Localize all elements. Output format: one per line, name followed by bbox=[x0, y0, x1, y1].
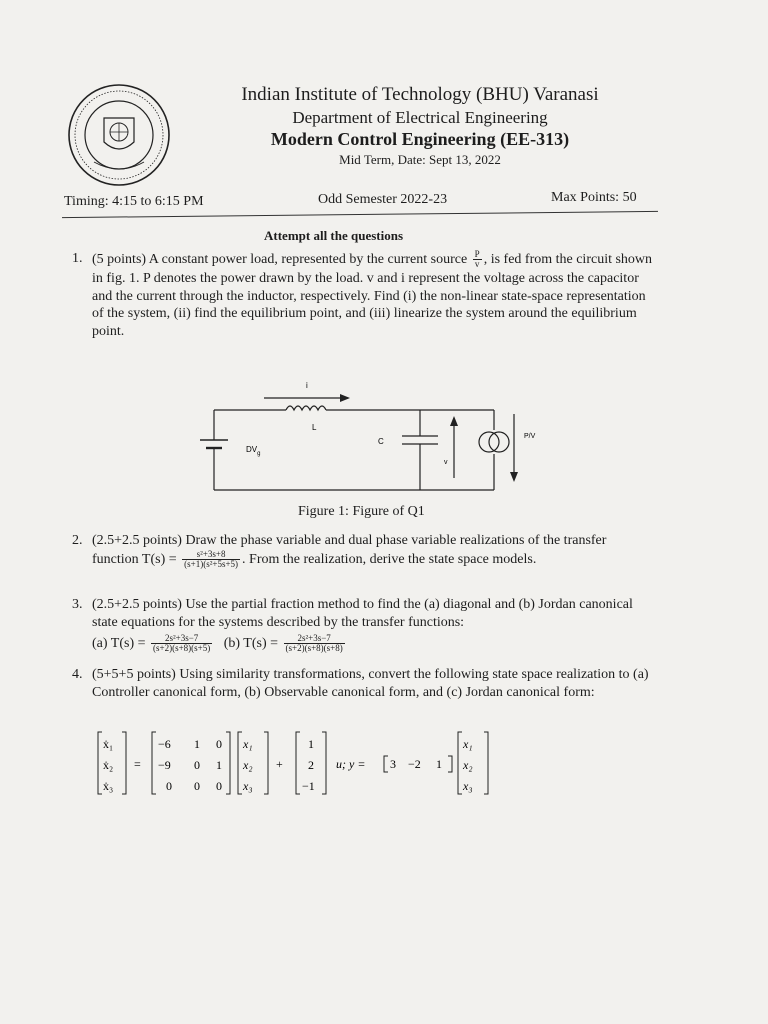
fraction-denominator: (s+2)(s+8)(s+8) bbox=[285, 642, 343, 653]
xdot-2: ẋ₂ bbox=[103, 758, 114, 772]
fraction-numerator: s²+3s+8 bbox=[182, 550, 240, 560]
xdot-3: ẋ₃ bbox=[103, 779, 114, 793]
question-number: 2. bbox=[72, 533, 83, 548]
question-text: (5+5+5 points) Using similarity transformations, convert the following state space realization to (a) Controller canonical form, (b) Observable canonical form, and (c) Jordan canonical form: bbox=[92, 667, 649, 700]
a-11: −6 bbox=[158, 737, 171, 751]
c-2: −2 bbox=[408, 757, 421, 771]
instruction-text: Attempt all the questions bbox=[264, 228, 404, 243]
load-label: P/V bbox=[524, 433, 536, 440]
fraction-denominator: (s+1)(s²+5s+5) bbox=[184, 559, 239, 570]
x-2: x₂ bbox=[243, 758, 253, 772]
question-text: (2.5+2.5 points) Use the partial fraction method to find the (a) diagonal and (b) Jordan canonical state equations for the systems described by the transfer functions: bbox=[92, 597, 633, 630]
question-2 bbox=[72, 532, 656, 570]
question-text: (5 points) A constant power load, represented by the current source bbox=[92, 252, 468, 268]
part-b-fraction bbox=[284, 634, 345, 654]
fraction-numerator: P bbox=[474, 249, 480, 259]
question-3 bbox=[72, 596, 656, 653]
fraction-denominator: v bbox=[474, 259, 480, 270]
question-number: 4. bbox=[72, 667, 83, 682]
state-space-equation bbox=[96, 728, 566, 798]
institute-seal-logo bbox=[64, 80, 174, 190]
a-23: 1 bbox=[216, 758, 222, 772]
y-x-3: x₃ bbox=[463, 779, 473, 793]
a-21: −9 bbox=[158, 758, 171, 772]
fraction-denominator: (s+2)(s+8)(s+5) bbox=[153, 642, 211, 653]
a-13: 0 bbox=[216, 737, 222, 751]
question-number: 1. bbox=[72, 251, 83, 266]
question-text-cont: . From the realization, derive the state space models. bbox=[242, 551, 537, 567]
exam-header bbox=[200, 84, 640, 167]
plus-sign: + bbox=[276, 757, 283, 771]
question-1 bbox=[72, 250, 656, 341]
b-1: 1 bbox=[308, 737, 314, 751]
part-a-label: (a) T(s) = bbox=[92, 635, 146, 651]
course-title: Modern Control Engineering (EE-313) bbox=[270, 129, 570, 150]
inductor-label: L bbox=[312, 423, 317, 432]
equals-sign: = bbox=[134, 757, 141, 771]
exam-info-row bbox=[64, 192, 656, 212]
a-12: 1 bbox=[194, 737, 200, 751]
source-label: $DV_g$ bbox=[246, 445, 261, 457]
fraction-numerator: 2s²+3s−7 bbox=[151, 634, 212, 644]
current-label: i bbox=[306, 381, 308, 390]
question-text-cont: , is fed from the circuit shown in fig. 1. P denotes the power drawn by the load. v and i represent the voltage across the capacitor and the current through the inductor, respectively. Find (i) the non-linear state-space representation of the system, (ii) find the equilibrium point, and (iii) linearize the system around the equilibrium point. bbox=[92, 252, 653, 340]
question-text: (2.5+2.5 points) Draw the phase variable and dual phase variable realizations of the transfer function T(s) = bbox=[92, 533, 607, 567]
department-name: Department of Electrical Engineering bbox=[292, 107, 548, 127]
semester-text: Odd Semester 2022-23 bbox=[318, 192, 448, 207]
question-number: 3. bbox=[72, 597, 83, 612]
transfer-functions-line bbox=[92, 634, 656, 654]
a-22: 0 bbox=[194, 758, 200, 772]
x-1: x₁ bbox=[243, 737, 253, 751]
question-4 bbox=[72, 666, 656, 702]
fraction-numerator: 2s²+3s−7 bbox=[284, 634, 345, 644]
y-x-1: x₁ bbox=[463, 737, 473, 751]
a-31: 0 bbox=[166, 779, 172, 793]
a-33: 0 bbox=[216, 779, 222, 793]
part-b-label: (b) T(s) = bbox=[223, 635, 279, 651]
timing-text: Timing: 4:15 to 6:15 PM bbox=[64, 194, 204, 209]
figure-caption: Figure 1: Figure of Q1 bbox=[298, 504, 425, 519]
part-a-fraction bbox=[151, 634, 212, 654]
y-x-2: x₂ bbox=[463, 758, 473, 772]
x-3: x₃ bbox=[243, 779, 253, 793]
c-1: 3 bbox=[390, 757, 396, 771]
b-3: −1 bbox=[302, 779, 315, 793]
capacitor-label: C bbox=[378, 437, 384, 446]
b-2: 2 bbox=[308, 758, 314, 772]
exam-date: Mid Term, Date: Sept 13, 2022 bbox=[339, 151, 501, 167]
c-3: 1 bbox=[436, 757, 442, 771]
output-equation-text: u; y = bbox=[336, 757, 366, 771]
max-points-text: Max Points: 50 bbox=[551, 190, 637, 205]
transfer-function-fraction bbox=[182, 550, 240, 570]
circuit-diagram bbox=[188, 378, 536, 504]
institute-name: Indian Institute of Technology (BHU) Varanasi bbox=[241, 84, 599, 105]
voltage-label: v bbox=[444, 459, 448, 466]
xdot-1: ẋ₁ bbox=[103, 737, 114, 751]
a-32: 0 bbox=[194, 779, 200, 793]
fraction bbox=[473, 250, 482, 270]
